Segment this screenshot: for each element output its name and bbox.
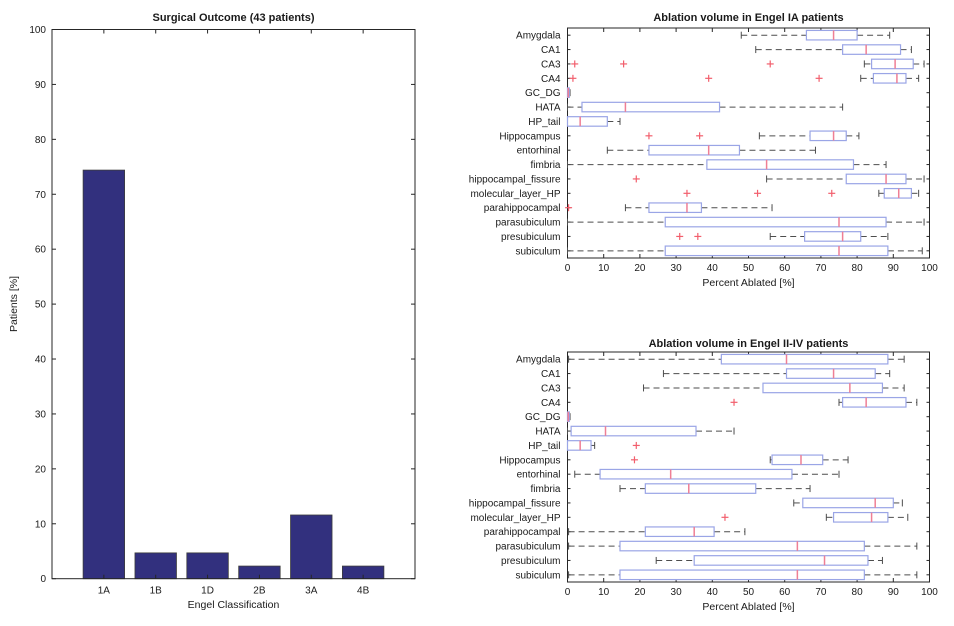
category-label: CA4 <box>541 397 561 409</box>
x-tick-label: 0 <box>564 587 571 598</box>
bar-chart-ylabel: Patients [%] <box>8 275 20 333</box>
iqr-box <box>600 469 792 479</box>
y-tick-label: 70 <box>34 189 46 201</box>
iqr-box <box>763 383 882 393</box>
y-tick-label: 10 <box>34 519 46 531</box>
iqr-box <box>649 203 701 213</box>
box-row-CA1 <box>756 45 912 55</box>
category-label: GC_DG <box>524 88 561 100</box>
y-tick-label: 50 <box>34 299 46 311</box>
box-row-Amygdala <box>569 354 905 364</box>
box-row-CA4 <box>731 398 917 408</box>
category-label: parasubiculum <box>495 217 561 229</box>
x-tick-label: 3A <box>305 585 318 597</box>
category-label: HATA <box>535 102 561 114</box>
y-tick-label: 40 <box>34 354 46 366</box>
category-label: CA1 <box>541 369 561 381</box>
iqr-box <box>787 369 876 379</box>
iqr-box <box>568 117 608 127</box>
category-label: Hippocampus <box>499 131 561 143</box>
y-tick-label: 60 <box>34 244 46 256</box>
x-tick-label: 90 <box>887 587 899 598</box>
iqr-box <box>872 59 914 69</box>
x-tick-label: 10 <box>598 587 610 598</box>
x-tick-label: 40 <box>706 587 718 598</box>
x-tick-label: 60 <box>779 263 791 274</box>
category-label: fimbria <box>530 484 561 496</box>
x-tick-label: 30 <box>670 587 682 598</box>
x-tick-label: 1A <box>97 585 110 597</box>
box-row-presubiculum <box>656 556 882 566</box>
boxplot-engel-ia <box>455 0 954 313</box>
category-label: parahippocampal <box>483 203 561 215</box>
category-label: Amygdala <box>516 30 561 42</box>
category-label: CA3 <box>541 59 561 71</box>
box-row-GC_DG <box>568 412 571 422</box>
box-row-HATA <box>568 102 843 112</box>
y-tick-label: 80 <box>34 134 46 146</box>
x-tick-label: 20 <box>634 263 646 274</box>
x-tick-label: 60 <box>779 587 791 598</box>
boxplot-ia-xlabel: Percent Ablated [%] <box>702 277 795 289</box>
category-label: GC_DG <box>524 412 561 424</box>
category-label: CA1 <box>541 45 561 57</box>
y-tick-label: 20 <box>34 464 46 476</box>
iqr-box <box>873 74 906 84</box>
box-row-GC_DG <box>568 88 571 98</box>
box-row-parahippocampal <box>565 203 772 213</box>
iqr-box <box>571 426 696 436</box>
bar-1A <box>83 170 124 579</box>
boxplot-ii-iv-xlabel: Percent Ablated [%] <box>702 601 795 613</box>
category-label: HP_tail <box>528 440 561 452</box>
iqr-box <box>665 246 888 256</box>
box-row-CA3 <box>644 383 905 393</box>
iqr-box <box>810 131 846 141</box>
category-label: entorhinal <box>516 469 561 481</box>
x-tick-label: 80 <box>851 263 863 274</box>
iqr-box <box>843 45 901 55</box>
boxplot-ia-plot-area <box>469 28 938 274</box>
iqr-box <box>582 102 720 112</box>
category-label: presubiculum <box>501 231 561 243</box>
category-label: hippocampal_fissure <box>468 498 561 510</box>
x-tick-label: 20 <box>634 587 646 598</box>
box-row-fimbria <box>620 484 810 494</box>
x-tick-label: 50 <box>742 263 755 274</box>
x-tick-label: 1B <box>149 585 162 597</box>
iqr-box <box>843 398 906 408</box>
iqr-box <box>707 160 854 170</box>
iqr-box <box>620 570 864 580</box>
category-label: fimbria <box>530 160 561 172</box>
box-row-hippocampal_fissure <box>633 174 924 184</box>
box-row-Hippocampus <box>631 455 848 465</box>
box-row-hippocampal_fissure <box>794 498 903 508</box>
box-row-Hippocampus <box>645 131 858 141</box>
box-row-HP_tail <box>568 117 620 127</box>
box-row-entorhinal <box>607 145 815 155</box>
bar-chart-xlabel: Engel Classification <box>187 599 280 611</box>
y-tick-label: 0 <box>40 574 46 586</box>
bar-chart <box>0 0 460 626</box>
y-tick-label: 100 <box>29 25 46 36</box>
category-label: hippocampal_fissure <box>468 174 561 186</box>
iqr-box <box>649 145 740 155</box>
category-label: CA3 <box>541 383 561 395</box>
box-row-parasubiculum <box>568 217 925 227</box>
box-row-entorhinal <box>575 469 839 479</box>
category-label: parasubiculum <box>495 541 561 553</box>
iqr-box <box>694 556 868 566</box>
category-label: Amygdala <box>516 354 561 366</box>
x-tick-label: 90 <box>887 263 899 274</box>
y-tick-label: 90 <box>34 79 46 91</box>
box-row-presubiculum <box>676 232 888 242</box>
iqr-box <box>803 498 894 508</box>
category-label: Hippocampus <box>499 455 561 467</box>
box-row-parasubiculum <box>569 541 917 551</box>
iqr-box <box>772 455 823 465</box>
bar-plot-area <box>29 25 415 597</box>
iqr-box <box>884 189 911 199</box>
x-tick-label: 70 <box>815 587 827 598</box>
iqr-box <box>645 527 714 537</box>
x-tick-label: 10 <box>598 263 610 274</box>
x-tick-label: 40 <box>706 263 718 274</box>
box-row-parahippocampal <box>569 527 745 537</box>
iqr-box <box>806 30 857 40</box>
category-label: CA4 <box>541 73 561 85</box>
box-row-HATA <box>568 426 735 436</box>
category-label: presubiculum <box>501 555 561 567</box>
x-tick-label: 4B <box>357 585 370 597</box>
category-label: molecular_layer_HP <box>470 188 561 200</box>
box-row-molecular_layer_HP <box>721 513 907 523</box>
x-tick-label: 2B <box>253 585 266 597</box>
category-label: HATA <box>535 426 561 438</box>
category-label: HP_tail <box>528 116 561 128</box>
category-label: subiculum <box>515 570 561 582</box>
box-row-fimbria <box>568 160 887 170</box>
x-tick-label: 50 <box>742 587 755 598</box>
x-tick-label: 0 <box>564 263 571 274</box>
box-row-molecular_layer_HP <box>683 189 918 199</box>
category-label: entorhinal <box>516 145 561 157</box>
iqr-box <box>665 217 886 227</box>
y-tick-label: 30 <box>34 409 46 421</box>
box-row-CA4 <box>569 74 918 84</box>
boxplot-ia-title: Ablation volume in Engel IA patients <box>653 12 844 24</box>
x-tick-label: 80 <box>851 587 863 598</box>
box-row-CA1 <box>663 369 889 379</box>
box-row-subiculum <box>568 246 923 256</box>
category-label: subiculum <box>515 246 561 258</box>
category-label: molecular_layer_HP <box>470 512 561 524</box>
x-tick-label: 100 <box>921 587 938 598</box>
iqr-box <box>846 174 906 184</box>
iqr-box <box>721 354 888 364</box>
box-row-subiculum <box>569 570 917 580</box>
x-tick-label: 1D <box>201 585 214 597</box>
bar-3A <box>291 515 332 579</box>
iqr-box <box>620 541 864 551</box>
box-row-CA3 <box>571 59 924 69</box>
bar-chart-title: Surgical Outcome (43 patients) <box>152 12 315 24</box>
x-tick-label: 100 <box>921 263 938 274</box>
x-tick-label: 30 <box>670 263 682 274</box>
boxplot-ii-iv-title: Ablation volume in Engel II-IV patients <box>648 338 849 350</box>
box-row-HP_tail <box>568 441 640 451</box>
iqr-box <box>834 513 888 523</box>
iqr-box <box>568 441 592 451</box>
box-row-Amygdala <box>741 30 889 40</box>
iqr-box <box>805 232 861 242</box>
iqr-box <box>645 484 755 494</box>
boxplot-engel-ii-iv <box>455 313 954 626</box>
boxplot-ii-iv-plot-area <box>469 352 938 598</box>
category-label: parahippocampal <box>483 527 561 539</box>
x-tick-label: 70 <box>815 263 827 274</box>
